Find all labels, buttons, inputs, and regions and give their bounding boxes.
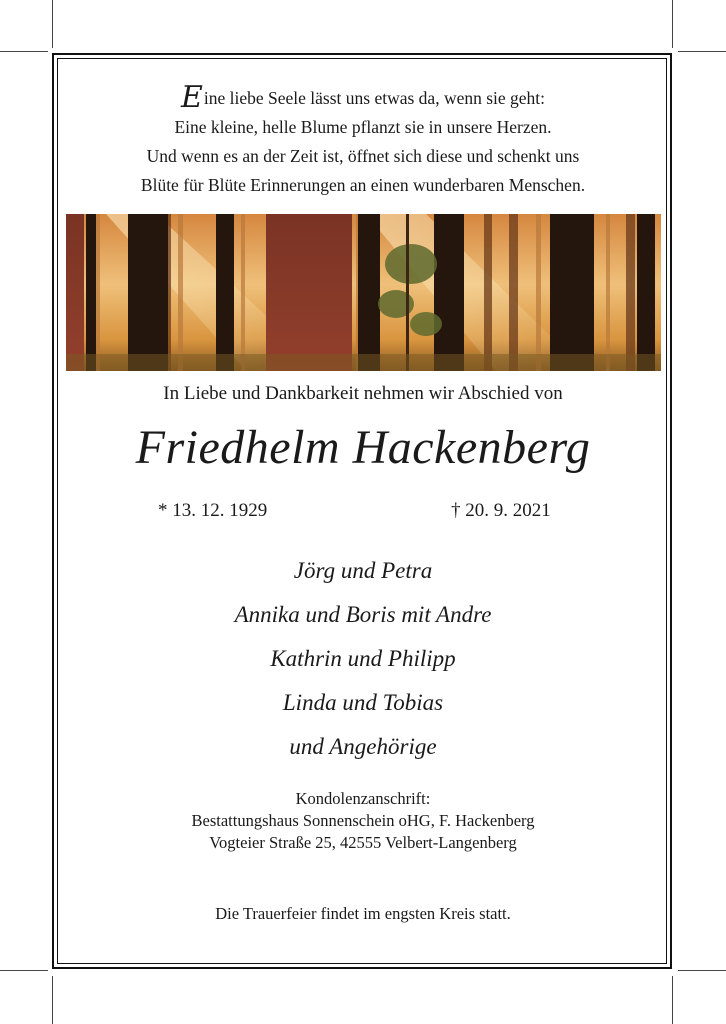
mourner: und Angehörige [289, 734, 437, 759]
crop-mark [52, 0, 53, 48]
condolence-line-2: Vogteier Straße 25, 42555 Velbert-Langenberg [209, 833, 517, 852]
funeral-note: Die Trauerfeier findet im engsten Kreis statt. [215, 904, 511, 923]
poem-line-3: Und wenn es an der Zeit ist, öffnet sich diese und schenkt uns [146, 146, 580, 166]
poem-line-4: Blüte für Blüte Erinnerungen an einen wunderbaren Menschen. [140, 175, 586, 195]
crop-mark [672, 976, 673, 1024]
forest-image [66, 214, 661, 371]
condolence-address [0, 788, 726, 854]
mourner: Linda und Tobias [282, 690, 444, 715]
mourner: Annika und Boris mit Andre [234, 602, 492, 627]
mourner: Kathrin und Philipp [270, 646, 456, 671]
crop-mark [678, 51, 726, 52]
crop-mark [0, 970, 48, 971]
condolence-heading: Kondolenzanschrift: [295, 789, 431, 808]
mourner: Jörg und Petra [293, 558, 433, 583]
deceased-name: Friedhelm Hackenberg [135, 421, 591, 474]
birth-date: * 13. 12. 1929 [158, 500, 268, 521]
crop-mark [0, 51, 48, 52]
crop-mark [678, 970, 726, 971]
crop-mark [52, 976, 53, 1024]
death-date: † 20. 9. 2021 [451, 500, 551, 521]
condolence-line-1: Bestattungshaus Sonnenschein oHG, F. Hackenberg [191, 811, 535, 830]
poem-line-1: Eine liebe Seele lässt uns etwas da, wenn sie geht: [180, 80, 546, 115]
intro-text: In Liebe und Dankbarkeit nehmen wir Abschied von [163, 383, 563, 404]
poem-initial: E [180, 80, 203, 115]
mourners-list [0, 555, 726, 775]
poem [0, 80, 726, 200]
crop-mark [672, 0, 673, 48]
poem-line-2: Eine kleine, helle Blume pflanzt sie in unsere Herzen. [174, 117, 552, 137]
